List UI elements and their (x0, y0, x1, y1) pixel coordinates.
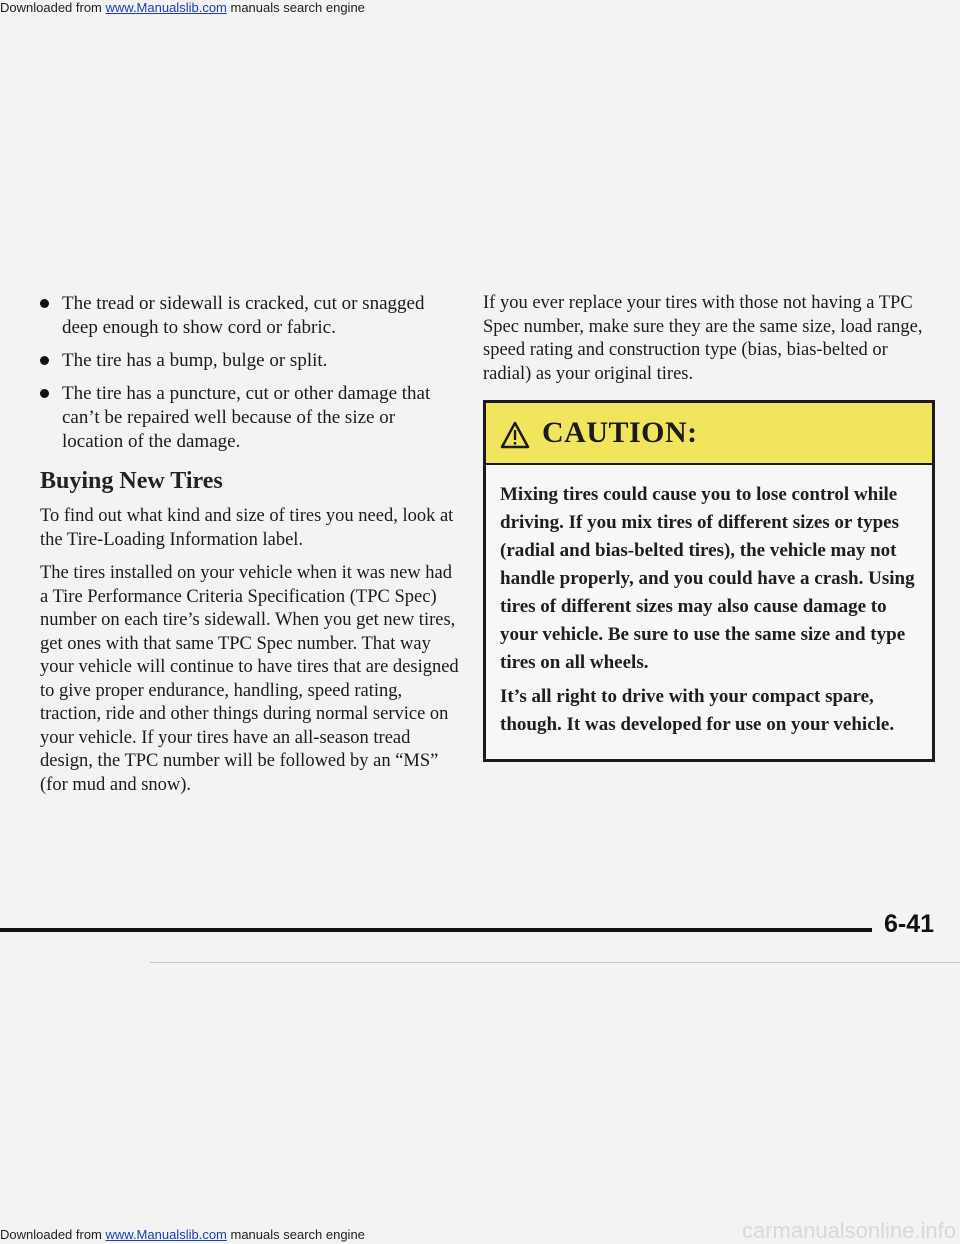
manualslib-link[interactable]: www.Manualslib.com (105, 0, 227, 15)
right-column (483, 292, 933, 762)
bullet-text: The tread or sidewall is cracked, cut or snagged deep enough to show cord or fabric. (62, 293, 425, 338)
watermark-prefix: Downloaded from (0, 1227, 106, 1242)
list-item (40, 349, 460, 373)
footer-thin-rule (150, 962, 960, 963)
download-watermark-top (0, 0, 365, 15)
watermark-suffix: manuals search engine (226, 0, 365, 15)
warning-triangle-icon (500, 421, 530, 449)
footer-rule (0, 928, 872, 932)
list-item (40, 382, 460, 454)
list-item (40, 292, 460, 340)
tire-label-paragraph: To find out what kind and size of tires you need, look at the Tire-Loading Information label. (40, 506, 454, 550)
caution-paragraph: It’s all right to drive with your compact spare, though. It was developed for use on your vehicle. (500, 686, 895, 735)
caution-title: CAUTION: (542, 416, 698, 449)
left-column (40, 292, 460, 807)
caution-box (483, 400, 935, 762)
caution-body (486, 465, 932, 759)
bullet-text: The tire has a bump, bulge or split. (62, 350, 328, 371)
replacement-paragraph: If you ever replace your tires with those not having a TPC Spec number, make sure they are the same size, load range, speed rating and construction type (bias, bias-belted or radial) as your original tires. (483, 293, 923, 384)
bullet-icon (40, 356, 49, 365)
watermark-suffix: manuals search engine (226, 1227, 365, 1242)
watermark-prefix: Downloaded from (0, 0, 106, 15)
bullet-icon (40, 299, 49, 308)
bullet-icon (40, 389, 49, 398)
caution-header (486, 403, 932, 465)
bullet-text: The tire has a puncture, cut or other damage that can’t be repaired well because of the size or location of the damage. (62, 383, 431, 452)
manualslib-link[interactable]: www.Manualslib.com (105, 1227, 227, 1242)
download-watermark-bottom (0, 1227, 365, 1242)
caution-paragraph: Mixing tires could cause you to lose control while driving. If you mix tires of different sizes or types (radial and bias-belted tires), the vehicle may not handle properly, and you could have a crash. Using tires of different sizes may also cause damage to your vehicle. Be sure to use the same size and type tires on all wheels. (500, 484, 915, 673)
tpc-spec-paragraph: The tires installed on your vehicle when it was new had a Tire Performance Criteria Specification (TPC Spec) number on each tire’s sidewall. When you get new tires, get ones with that same TPC Spec number. That way your vehicle will continue to have tires that are designed to give proper endurance, handling, speed rating, traction, ride and other things during normal service on your vehicle. If your tires have an all-season tread design, the TPC number will be followed by an “MS” (for mud and snow). (40, 563, 459, 795)
page-number: 6-41 (884, 910, 935, 938)
brand-watermark: carmanualsonline.info (741, 1218, 956, 1243)
damage-bullet-list (40, 292, 460, 454)
section-heading: Buying New Tires (40, 468, 223, 494)
